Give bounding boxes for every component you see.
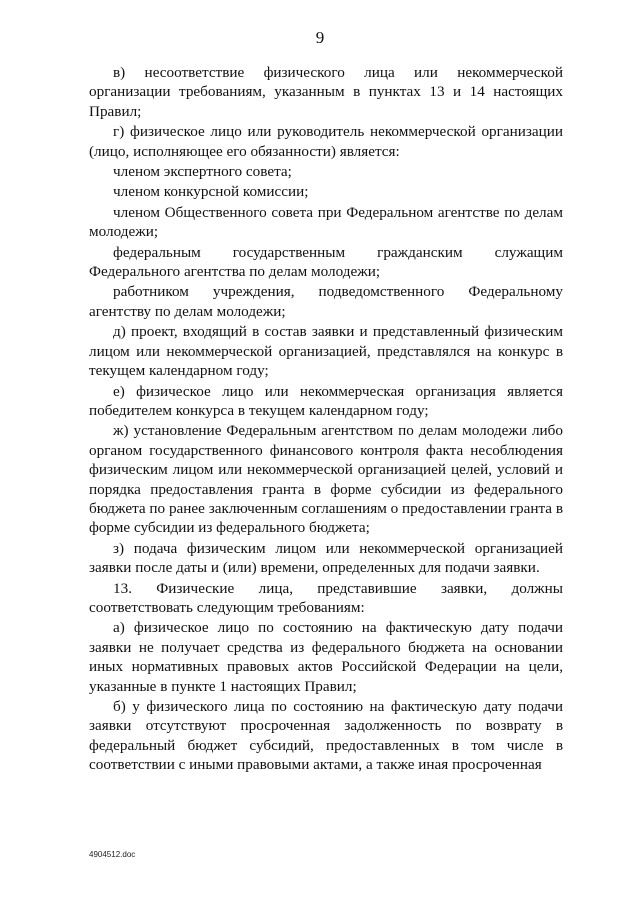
paragraph: а) физическое лицо по состоянию на фактическую дату подачи заявки не получает средства из федерального бюджета на основании иных нормативных правовых актов Российской Федерации на цели, указанные в пункте 1 настоящих Правил; xyxy=(89,619,563,695)
paragraph: 13. Физические лица, представившие заявки, должны соответствовать следующим требованиям: xyxy=(89,579,563,616)
paragraph: членом экспертного совета; xyxy=(113,163,292,181)
paragraph: г) физическое лицо или руководитель некоммерческой организации (лицо, исполняющее его обязанности) является: xyxy=(89,123,563,160)
paragraph: членом конкурсной комиссии; xyxy=(113,183,309,201)
paragraph: федеральным государственным гражданским служащим Федерального агентства по делам молодежи; xyxy=(89,243,563,281)
document-body xyxy=(89,63,563,775)
paragraph: д) проект, входящий в состав заявки и представленный физическим лицом или некоммерческой организацией, представлялся на конкурс в текущем календарном году; xyxy=(89,323,563,380)
paragraph: б) у физического лица по состоянию на фактическую дату подачи заявки отсутствуют просроченная задолженность по возврату в федеральный бюджет субсидий, предоставленных в том числе в соответствии с иными правовыми актами, а также иная просроченная xyxy=(89,698,563,774)
paragraph: е) физическое лицо или некоммерческая организация является победителем конкурса в текущем календарном году; xyxy=(89,382,563,419)
paragraph: членом Общественного совета при Федеральном агентстве по делам молодежи; xyxy=(89,203,563,241)
footer-filename: 4904512.doc xyxy=(89,850,136,859)
page-number: 9 xyxy=(315,28,325,47)
paragraph: з) подача физическим лицом или некоммерческой организацией заявки после даты и (или) времени, определенных для подачи заявки. xyxy=(89,539,563,577)
paragraph: работником учреждения, подведомственного Федеральному агентству по делам молодежи; xyxy=(89,283,563,320)
paragraph: ж) установление Федеральным агентством по делам молодежи либо органом государственного финансового контроля факта несоблюдения физическим лицом или некоммерческой организацией целей, условий и порядка предоставления гранта в форме субсидии из федерального бюджета по ранее заключенным соглашениям о предоставлении гранта в форме субсидии из федерального бюджета; xyxy=(89,422,563,537)
paragraph: в) несоответствие физического лица или некоммерческой организации требованиям, указанным в пунктах 13 и 14 настоящих Правил; xyxy=(89,64,563,120)
